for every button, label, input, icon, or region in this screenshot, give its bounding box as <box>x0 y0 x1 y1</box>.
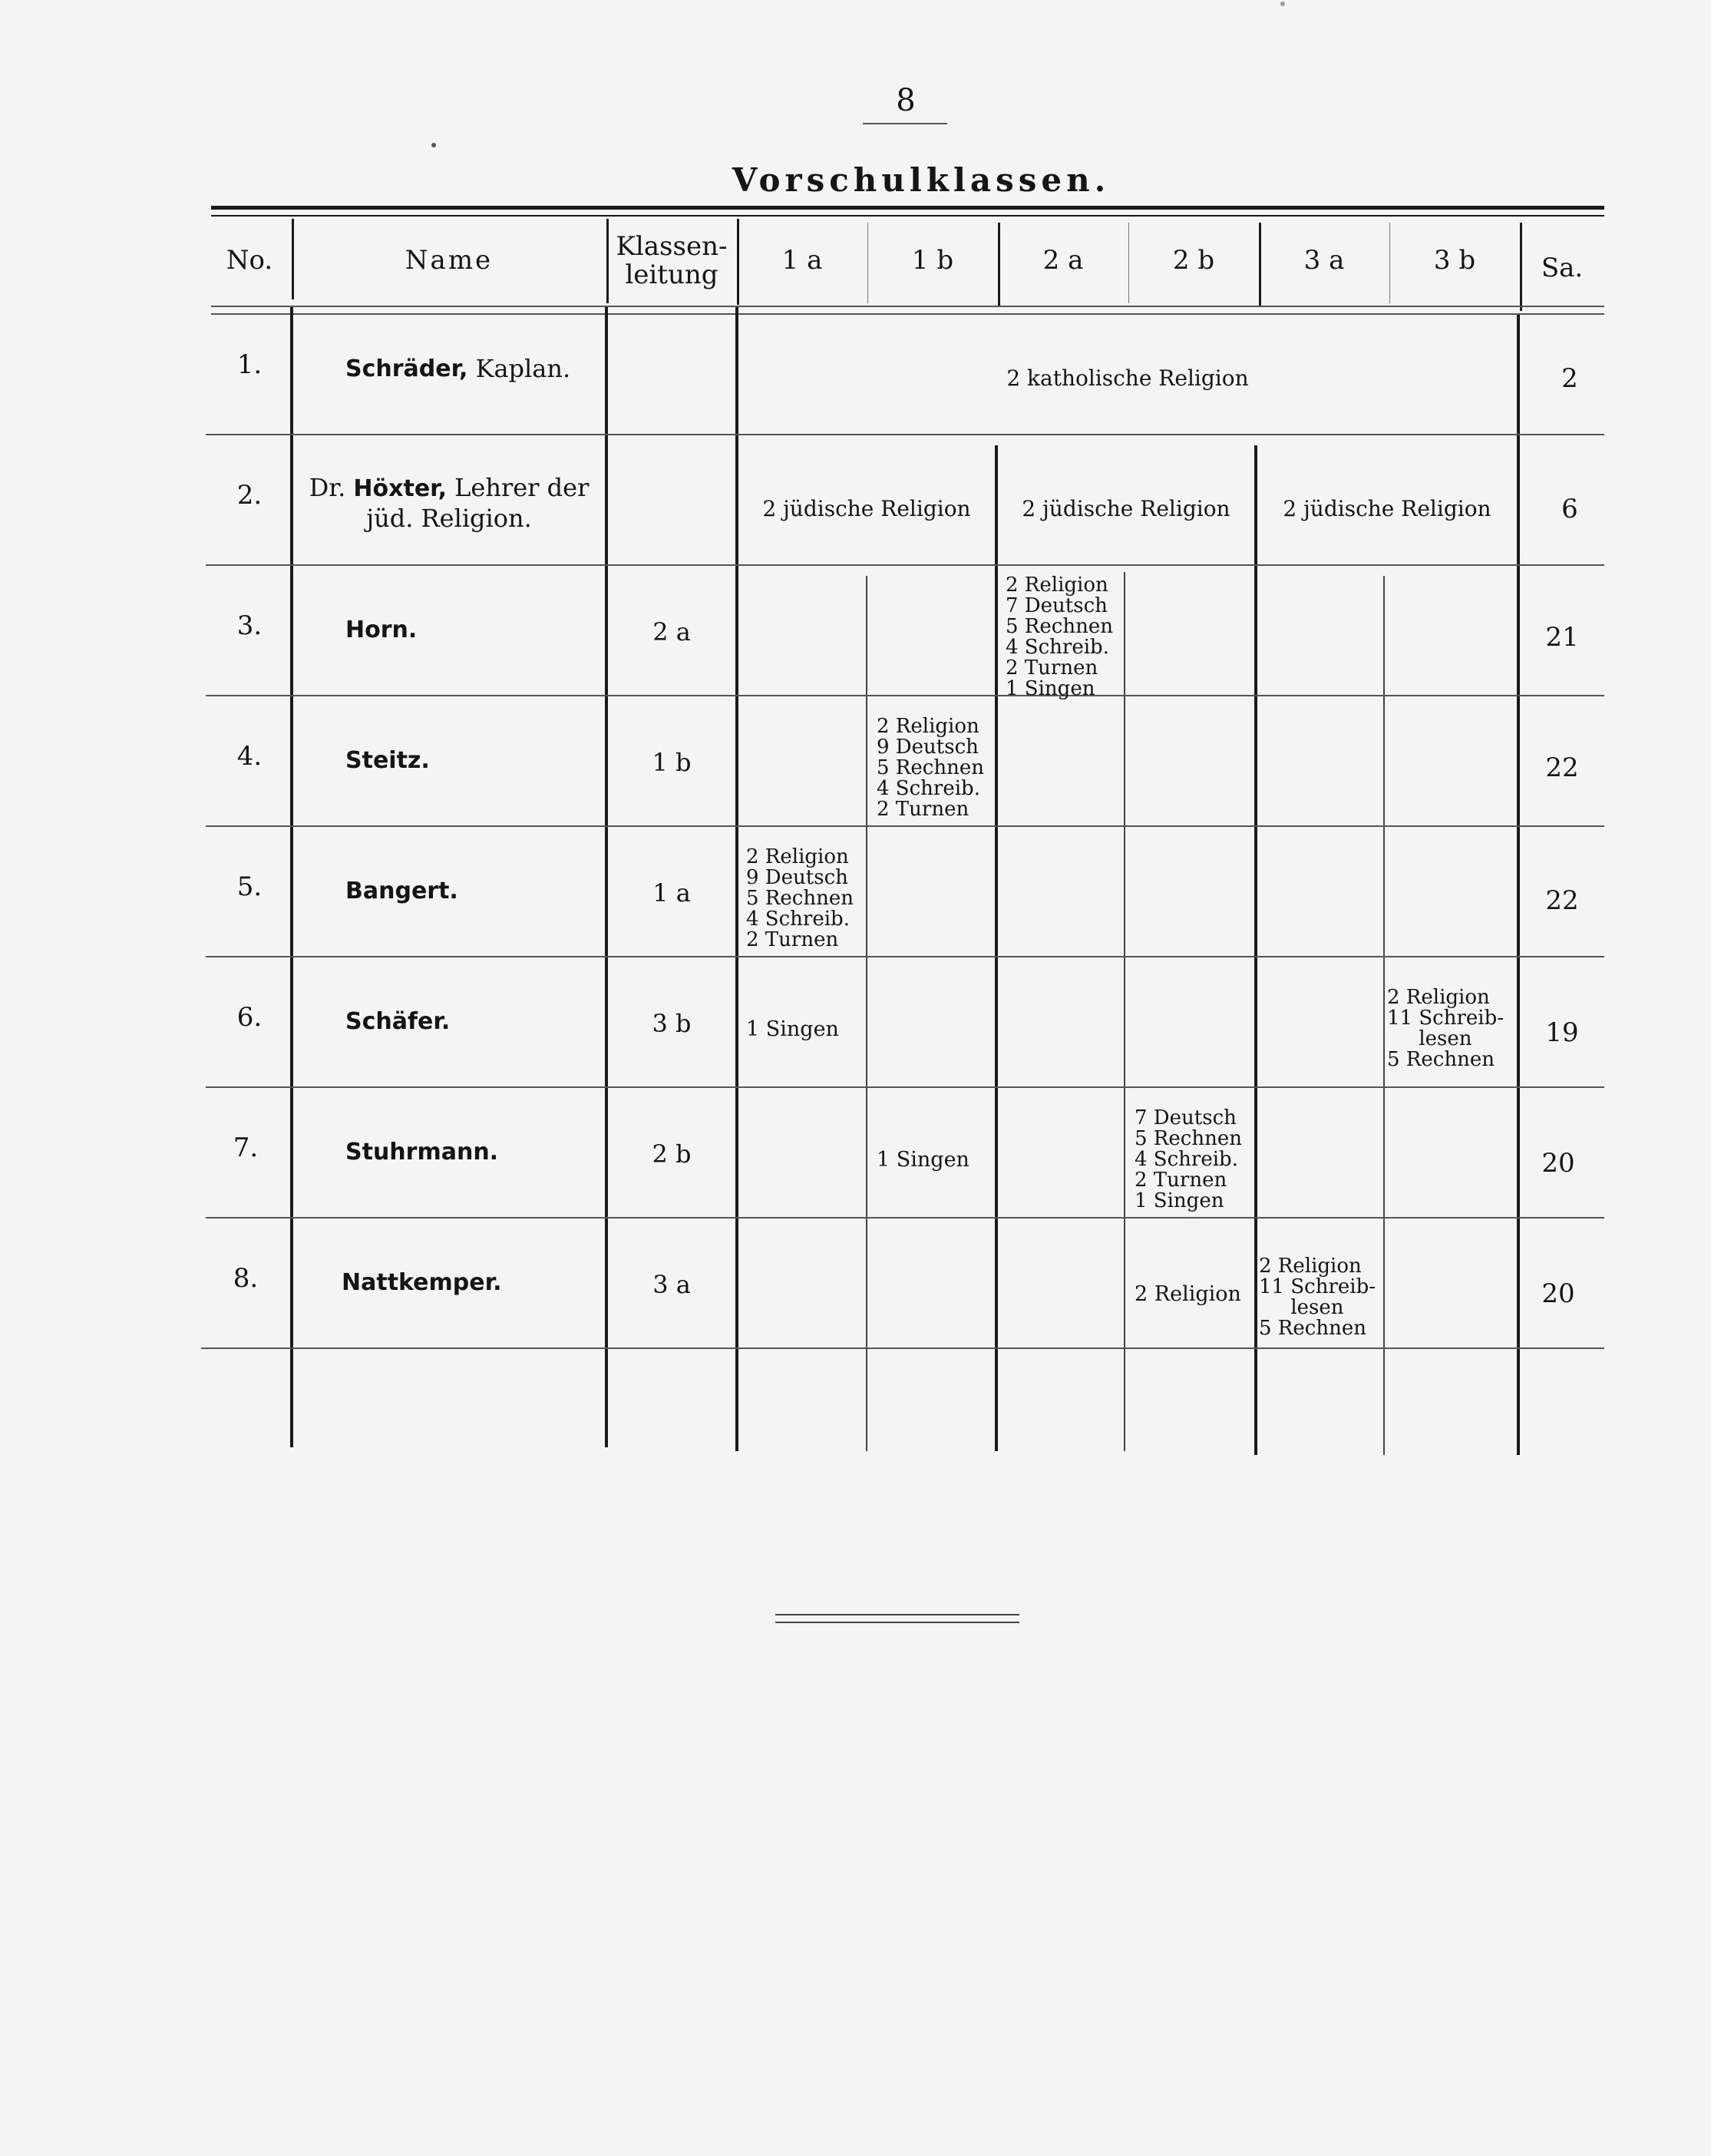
row-2-no: 2. <box>236 480 263 511</box>
row-2-name-prefix: Dr. <box>309 473 354 502</box>
row-6-sa: 19 <box>1545 1017 1579 1048</box>
header-name: Name <box>405 245 494 276</box>
header-class-1a: 1 a <box>781 245 823 276</box>
row-4-entry-1b: 2 Religion 9 Deutsch 5 Rechnen 4 Schreib. 2 Turnen <box>877 714 984 821</box>
row-separator <box>206 956 1604 957</box>
row-8-no: 8. <box>233 1263 259 1294</box>
print-speck <box>431 143 436 147</box>
header-divider <box>292 219 294 299</box>
header-class-3a: 3 a <box>1303 245 1345 276</box>
row-8-klassenleitung: 3 a <box>652 1269 691 1299</box>
row-separator <box>206 564 1604 566</box>
row-3-klassenleitung: 2 a <box>652 617 691 646</box>
row-5-klassenleitung: 1 a <box>652 878 691 908</box>
header-divider <box>737 219 739 305</box>
row-4-sa: 22 <box>1545 752 1579 783</box>
row-3-no: 3. <box>236 610 263 641</box>
row-2-span-3: 2 jüdische Religion <box>1283 496 1491 521</box>
row-3-name-bold: Horn. <box>345 616 418 643</box>
row-6-klassenleitung: 3 b <box>652 1008 692 1038</box>
header-class-1b: 1 b <box>911 245 954 276</box>
column-line-name <box>290 307 293 1447</box>
row-6-name-bold: Schäfer. <box>345 1007 451 1035</box>
print-speck <box>1280 2 1285 6</box>
row-7-entry-2b: 7 Deutsch 5 Rechnen 4 Schreib. 2 Turnen 1 Singen <box>1135 1106 1242 1212</box>
page-number-rule <box>863 123 947 124</box>
row-2-name-rest: Lehrer der jüd. Religion. <box>366 473 590 533</box>
header-divider <box>1389 223 1390 303</box>
row-2-name <box>296 457 603 549</box>
row-7-entry-1b: 1 Singen <box>877 1147 969 1172</box>
table-top-rule-thin <box>211 215 1604 217</box>
row-separator <box>201 1348 1604 1349</box>
header-class-2a: 2 a <box>1042 245 1084 276</box>
row-7-no: 7. <box>233 1133 259 1163</box>
row-2-span-1: 2 jüdische Religion <box>762 496 971 521</box>
header-sa: Sa. <box>1541 253 1584 284</box>
row-4-name-bold: Steitz. <box>345 746 430 774</box>
header-class-2b: 2 b <box>1172 245 1215 276</box>
row-separator <box>206 1217 1604 1219</box>
row-4-name <box>338 706 614 814</box>
row-7-sa: 20 <box>1541 1148 1575 1179</box>
row-8-entry-3a: 2 Religion 11 Schreib- lesen 5 Rechnen <box>1259 1255 1376 1340</box>
header-no: No. <box>226 245 273 276</box>
table-top-rule <box>211 206 1604 210</box>
header-divider <box>606 219 609 303</box>
row-6-entry-3b: 2 Religion 11 Schreib- lesen 5 Rechnen <box>1387 986 1505 1071</box>
header-divider <box>867 223 868 303</box>
row-3-entry-2a: 2 Religion 7 Deutsch 5 Rechnen 4 Schreib. 2 Turnen 1 Singen <box>1006 574 1113 700</box>
row-2-span-2: 2 jüdische Religion <box>1022 496 1230 521</box>
row-1-no: 1. <box>236 349 263 380</box>
row-1-name-rest: Kaplan. <box>467 354 571 383</box>
row-7-name <box>338 1098 614 1205</box>
header-bottom-rule <box>211 306 1604 307</box>
row-separator <box>206 695 1604 696</box>
row-5-entry-1a: 2 Religion 9 Deutsch 5 Rechnen 4 Schreib. 2 Turnen <box>746 845 854 951</box>
page-number: 8 <box>896 83 916 118</box>
row-5-no: 5. <box>236 871 263 902</box>
header-divider <box>998 223 1000 307</box>
row-1-name-bold: Schräder, <box>345 355 468 382</box>
closing-rule <box>775 1614 1019 1615</box>
row-7-name-bold: Stuhrmann. <box>345 1138 499 1166</box>
row-6-no: 6. <box>236 1002 263 1033</box>
row-6-entry-1a: 1 Singen <box>746 1017 839 1041</box>
row-1-span-religion: 2 katholische Religion <box>1006 365 1249 391</box>
row-4-no: 4. <box>236 741 263 772</box>
page-title: Vorschulklassen. <box>732 161 1111 199</box>
row-2-name-bold: Höxter, <box>353 475 447 502</box>
row-1-name <box>338 315 614 422</box>
column-line-2b <box>1124 572 1125 1451</box>
row-3-name <box>338 576 614 683</box>
row-8-name-bold: Nattkemper. <box>342 1268 502 1296</box>
row-4-klassenleitung: 1 b <box>652 747 692 777</box>
row-8-name <box>334 1228 610 1336</box>
header-divider <box>1520 223 1522 311</box>
row-separator <box>206 1086 1604 1088</box>
row-8-entry-2b: 2 Religion <box>1135 1281 1241 1306</box>
header-klassenleitung: Klassen- leitung <box>616 230 728 290</box>
row-separator <box>206 434 1604 435</box>
row-5-name <box>338 837 614 944</box>
header-divider <box>1259 223 1261 307</box>
row-3-sa: 21 <box>1545 622 1579 653</box>
row-2-sa: 6 <box>1561 493 1578 524</box>
closing-rule <box>775 1622 1019 1623</box>
row-5-sa: 22 <box>1545 885 1579 916</box>
header-divider <box>1128 223 1129 303</box>
row-6-name <box>338 967 614 1075</box>
row-5-name-bold: Bangert. <box>345 877 458 904</box>
row-1-sa: 2 <box>1561 362 1578 394</box>
header-class-3b: 3 b <box>1433 245 1476 276</box>
row-8-sa: 20 <box>1541 1278 1575 1309</box>
row-7-klassenleitung: 2 b <box>652 1139 692 1169</box>
